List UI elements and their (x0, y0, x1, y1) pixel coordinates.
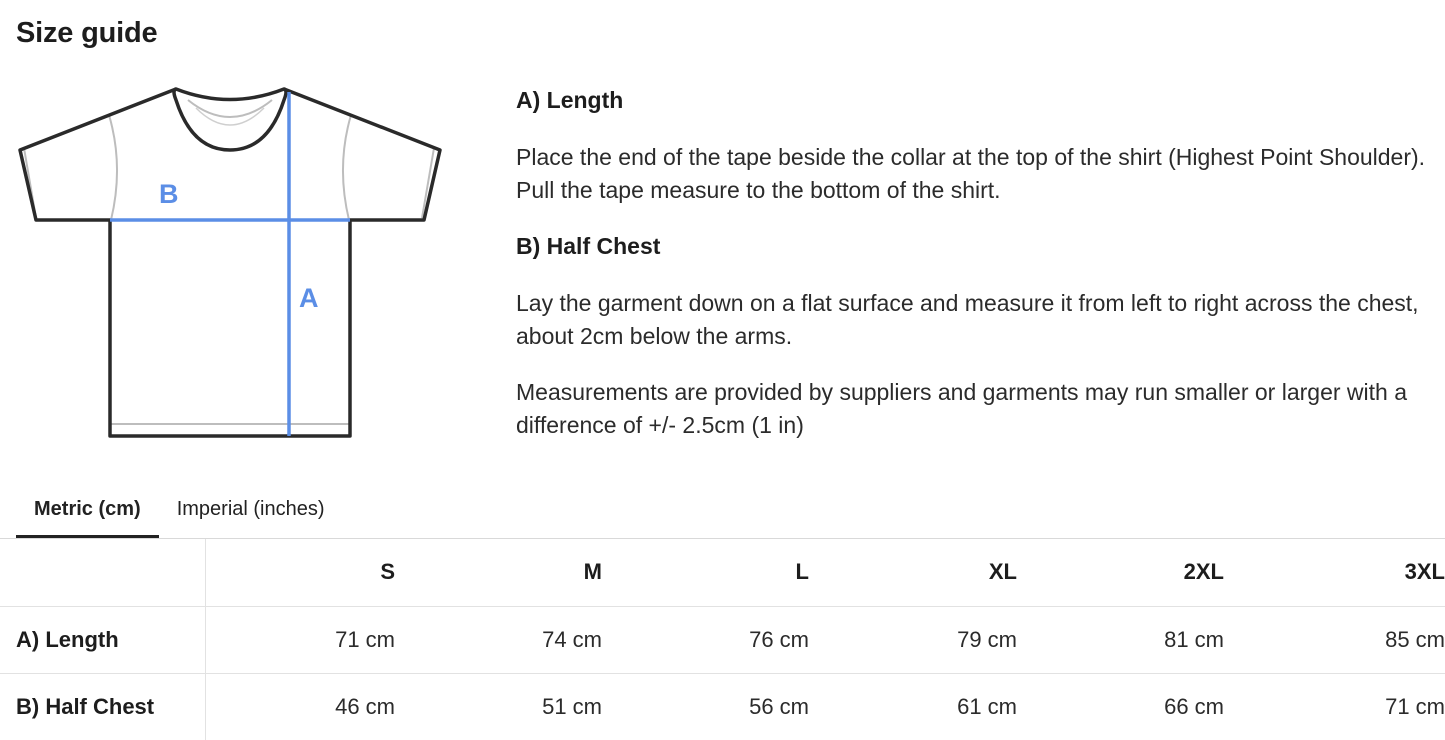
table-cell: 51 cm (542, 693, 602, 719)
table-cell: 76 cm (749, 626, 809, 652)
label-a: A (299, 283, 319, 313)
measurement-note: Measurements are provided by suppliers and garments may run smaller or larger with a difference of +/- 2.5cm (1 in) (516, 379, 1408, 438)
tshirt-outline (20, 89, 440, 436)
size-table (0, 539, 1445, 740)
size-header: L (795, 559, 809, 585)
measurement-instructions (516, 84, 1441, 442)
table-cell: 46 cm (335, 693, 395, 719)
size-header: 2XL (1183, 559, 1224, 585)
table-cell: 66 cm (1164, 693, 1224, 719)
size-header: S (380, 559, 395, 585)
table-cell: 71 cm (1385, 693, 1445, 719)
length-description: Place the end of the tape beside the collar at the top of the shirt (Highest Point Shoulder). Pull the tape measure to the bottom of the shirt. (516, 144, 1426, 203)
tab-metric[interactable]: Metric (cm) (16, 483, 159, 538)
table-corner-cell (0, 539, 205, 606)
row-label-length: A) Length (0, 606, 205, 673)
table-cell: 85 cm (1385, 626, 1445, 652)
table-cell: 79 cm (957, 626, 1017, 652)
left-sleeve-seam (109, 115, 117, 220)
collar-inner-line (188, 100, 272, 117)
table-cell: 74 cm (542, 626, 602, 652)
size-header: XL (988, 559, 1017, 585)
table-row (0, 673, 1445, 740)
size-header: 3XL (1404, 559, 1445, 585)
row-label-half-chest: B) Half Chest (0, 673, 205, 740)
tshirt-diagram (16, 82, 446, 442)
table-cell: 61 cm (957, 693, 1017, 719)
table-cell: 71 cm (335, 626, 395, 652)
table-row (0, 606, 1445, 673)
chest-description: Lay the garment down on a flat surface and measure it from left to right across the chest, about 2cm below the arms. (516, 290, 1419, 349)
table-header-row (0, 539, 1445, 606)
length-heading: A) Length (516, 87, 624, 113)
page-title: Size guide (16, 17, 158, 49)
label-b: B (159, 179, 179, 209)
size-header: M (583, 559, 602, 585)
unit-tabs (16, 483, 343, 538)
tab-imperial[interactable]: Imperial (inches) (176, 497, 325, 520)
table-cell: 81 cm (1164, 626, 1224, 652)
chest-heading: B) Half Chest (516, 233, 661, 259)
right-sleeve-seam (343, 115, 351, 220)
table-cell: 56 cm (749, 693, 809, 719)
